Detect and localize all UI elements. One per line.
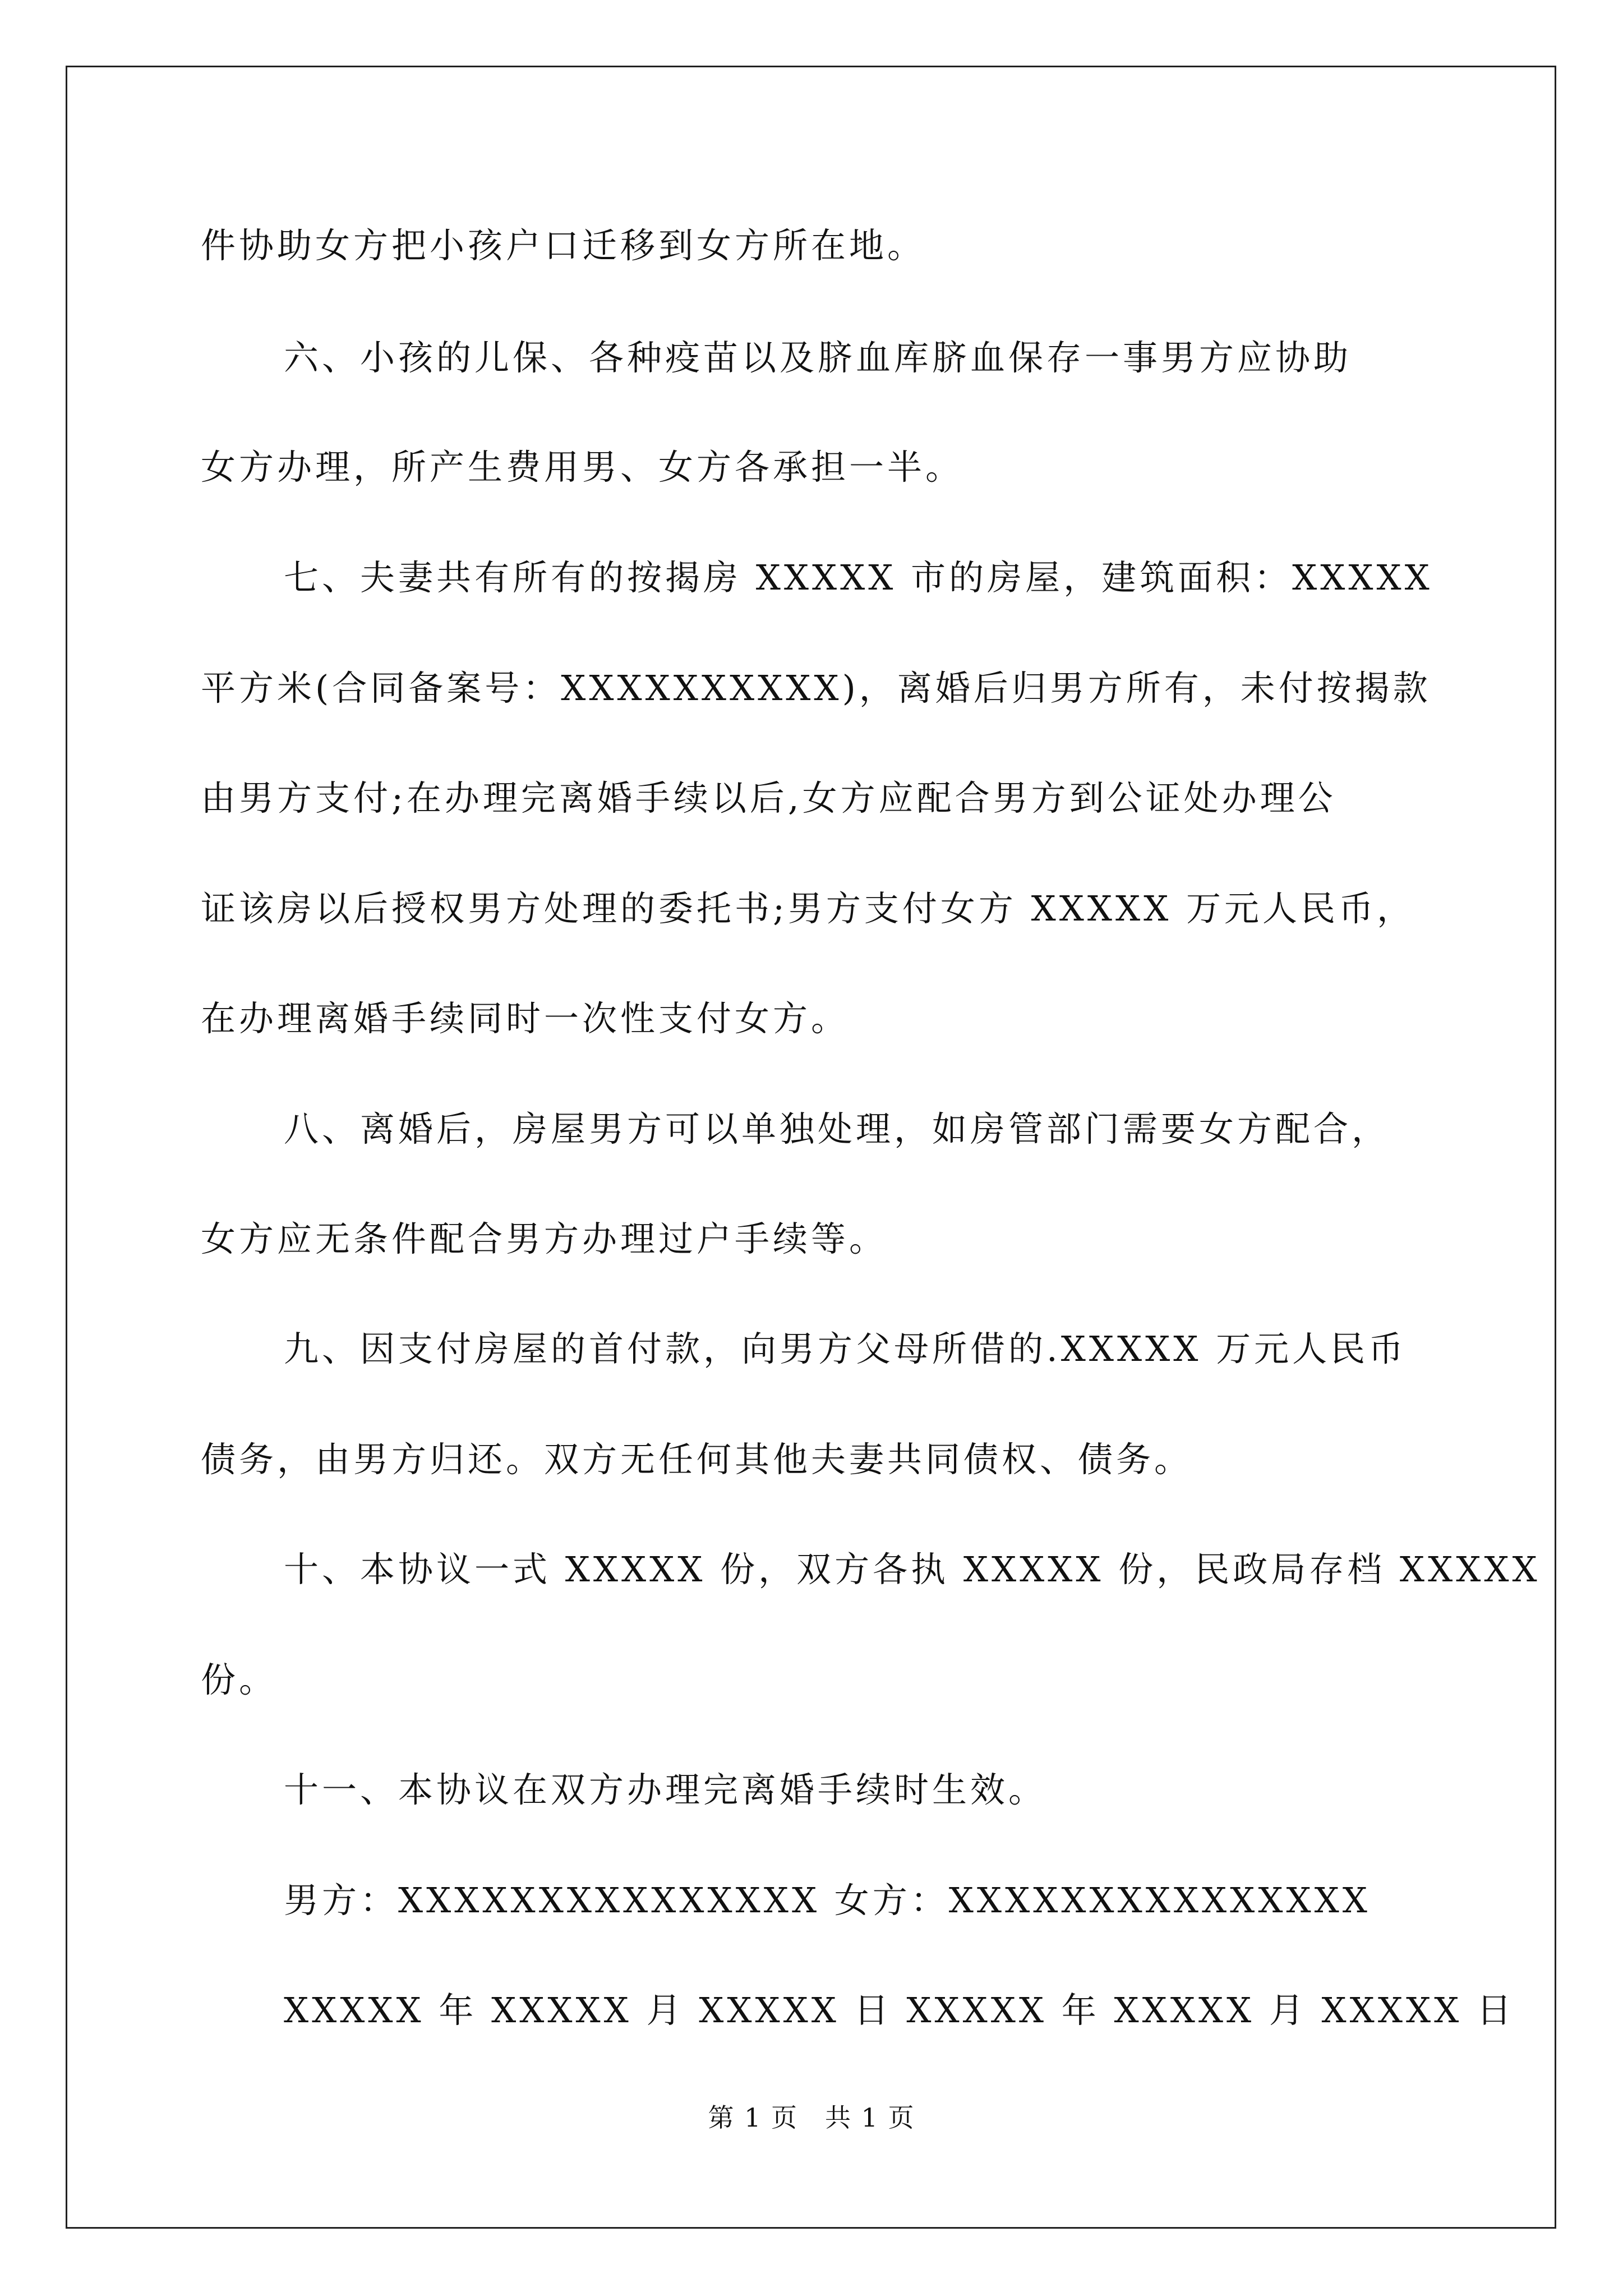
page-number: 第 1 页 共 1 页 <box>708 2102 915 2133</box>
date-line: XXXXX 年 XXXXX 月 XXXXX 日 XXXXX 年 XXXXX 月 XXXXX 日 <box>284 1990 1515 2031</box>
text-line: 由男方支付;在办理完离婚手续以后,女方应配合男方到公证处办理公 <box>201 777 1336 818</box>
text-line: 女方办理，所产生费用男、女方各承担一半。 <box>201 447 964 487</box>
text-line: 在办理离婚手续同时一次性支付女方。 <box>201 998 850 1039</box>
text-line: 件协助女方把小孩户口迁移到女方所在地。 <box>201 225 926 266</box>
signature-line: 男方：XXXXXXXXXXXXXXX 女方：XXXXXXXXXXXXXXX <box>284 1880 1371 1921</box>
text-line: 八、离婚后，房屋男方可以单独处理，如房管部门需要女方配合， <box>284 1108 1390 1149</box>
text-line: 十一、本协议在双方办理完离婚手续时生效。 <box>284 1769 1047 1810</box>
text-line: 十、本协议一式 XXXXX 份，双方各执 XXXXX 份，民政局存档 XXXXX <box>284 1549 1541 1590</box>
text-line: 证该房以后授权男方处理的委托书;男方支付女方 XXXXX 万元人民币， <box>201 888 1415 929</box>
text-line: 九、因支付房屋的首付款，向男方父母所借的.XXXXX 万元人民币 <box>284 1328 1407 1369</box>
text-line: 七、夫妻共有所有的按揭房 XXXXX 市的房屋，建筑面积：XXXXX <box>284 557 1433 598</box>
text-line: 债务，由男方归还。双方无任何其他夫妻共同债权、债务。 <box>201 1439 1193 1480</box>
text-line: 六、小孩的儿保、各种疫苗以及脐血库脐血保存一事男方应协助 <box>284 337 1352 378</box>
text-line: 平方米(合同备案号：XXXXXXXXXX)，离婚后归男方所有，未付按揭款 <box>201 668 1431 708</box>
text-line: 份。 <box>201 1659 278 1700</box>
text-line: 女方应无条件配合男方办理过户手续等。 <box>201 1218 888 1259</box>
document-body <box>201 223 1541 2033</box>
